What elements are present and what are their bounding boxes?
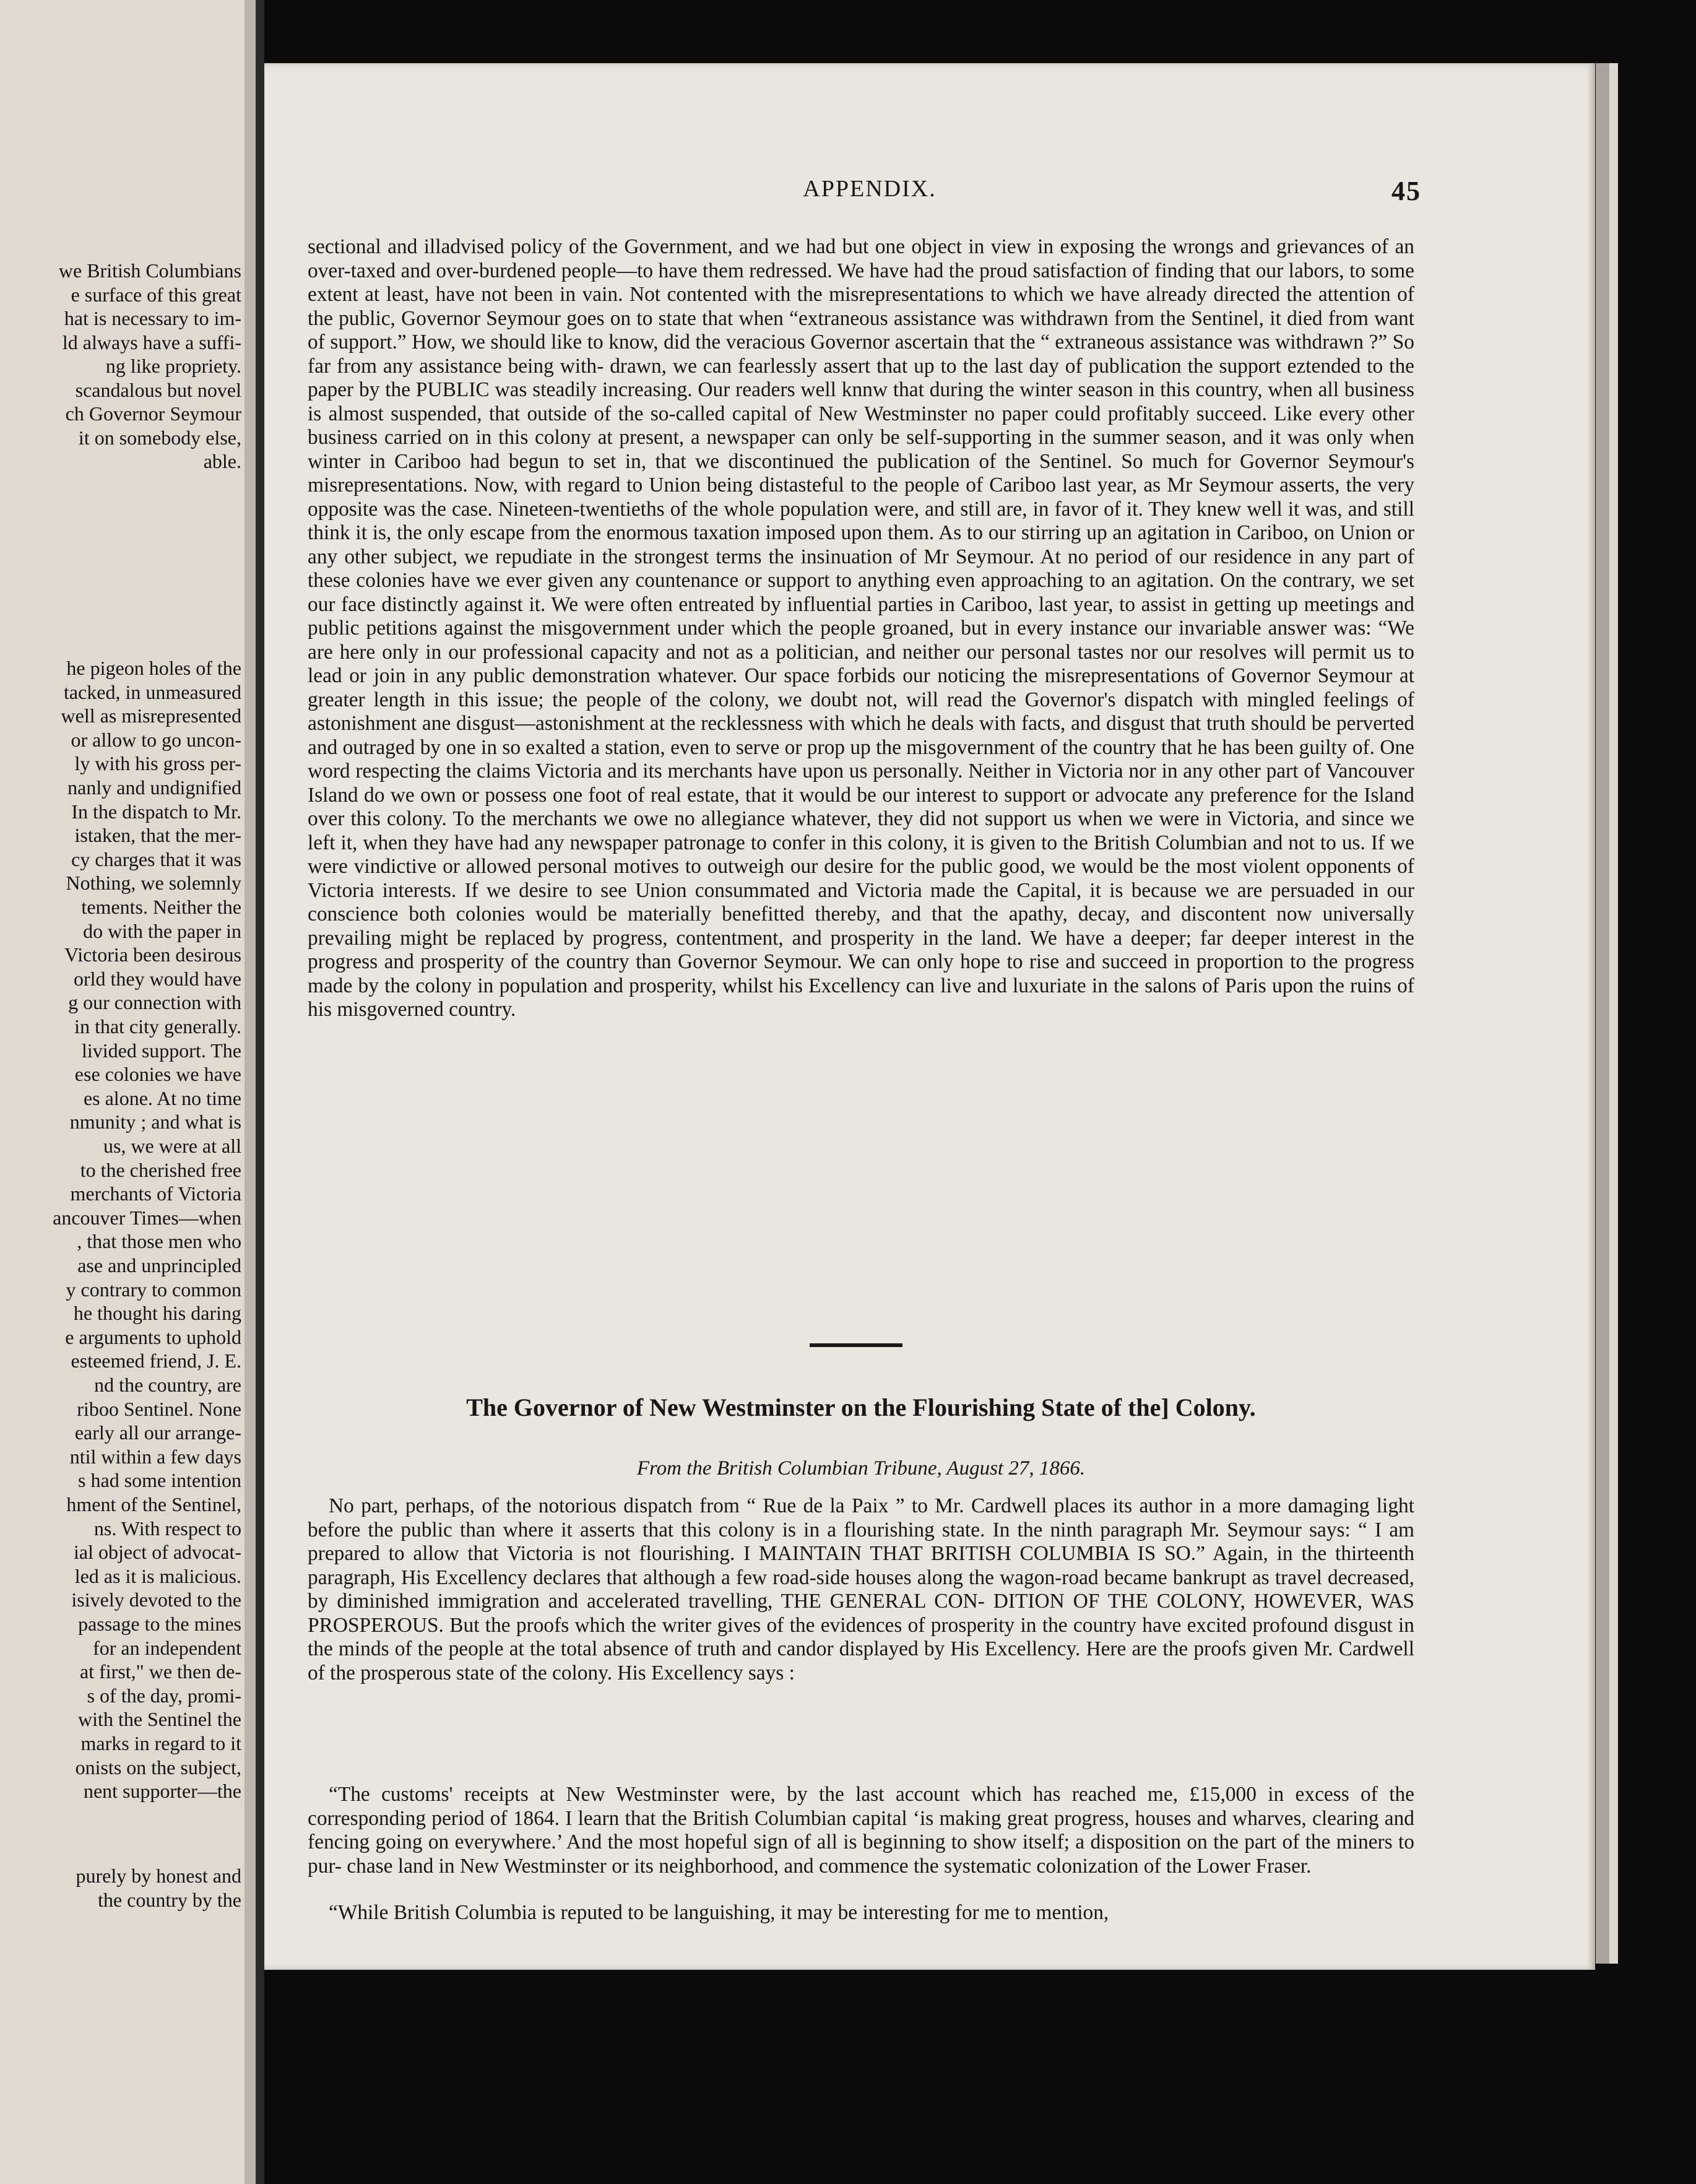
facing-page-line: Nothing, we solemnly xyxy=(66,872,241,895)
article-paragraph-1: No part, perhaps, of the notorious dispatch from “ Rue de la Paix ” to Mr. Cardwell places its author in a more damaging light before the public than where it asserts that this colony is in a flourishing state. In the ninth paragraph Mr. Seymour says: “ I am prepared to allow that Victoria is not flourishing. I MAINTAIN THAT BRITISH COLUMBIA IS SO.” Again, in the thirteenth paragraph, His Excellency declares that although a few road-side houses along the wagon-road became bankrupt as travel decreased, by diminished immigration and accelerated travelling, THE GENERAL CON- DITION OF THE COLONY, HOWEVER, WAS PROSPEROUS. But the proofs which the writer gives of the evidences of prosperity in the country have excited profound disgust in the minds of the people at the total absence of truth and candor displayed by His Excellency. Here are the proofs given Mr. Cardwell of the prosperous state of the colony. His Excellency says : xyxy=(308,1494,1414,1684)
page-number: 45 xyxy=(1391,176,1421,206)
facing-page-line: ancouver Times—when xyxy=(53,1206,241,1229)
facing-page-fragment xyxy=(0,0,244,2184)
facing-page-line: riboo Sentinel. None xyxy=(77,1397,241,1420)
facing-page-line: passage to the mines xyxy=(78,1613,241,1635)
facing-page-line: hment of the Sentinel, xyxy=(66,1493,241,1515)
facing-page-line: nd the country, are xyxy=(94,1374,241,1396)
facing-page-line: s had some intention xyxy=(78,1469,241,1492)
facing-page-line: isively devoted to the xyxy=(71,1588,241,1611)
article-title: The Governor of New Westminster on the Flourishing State of the] Colony. xyxy=(466,1393,1256,1421)
facing-page-line: ng like propriety. xyxy=(105,355,241,377)
facing-page-line: ch Governor Seymour xyxy=(65,402,241,425)
facing-page-line: nanly and undignified xyxy=(67,776,241,799)
facing-page-line: with the Sentinel the xyxy=(78,1708,241,1731)
facing-page-line: or allow to go uncon- xyxy=(71,728,241,751)
facing-page-line: ese colonies we have xyxy=(74,1063,241,1086)
facing-page-line: scandalous but novel xyxy=(75,378,241,401)
facing-page-line: In the dispatch to Mr. xyxy=(71,800,241,823)
page-edge xyxy=(1609,63,1618,1964)
facing-page-line: livided support. The xyxy=(81,1039,241,1062)
facing-page-line: e surface of this great xyxy=(71,283,241,306)
facing-page-line: onists on the subject, xyxy=(75,1756,241,1779)
facing-page-line: ntil within a few days xyxy=(69,1445,241,1468)
running-title: APPENDIX. xyxy=(803,176,937,202)
facing-page-line: y contrary to common xyxy=(66,1278,241,1301)
facing-page-line: marks in regard to it xyxy=(80,1732,241,1754)
facing-page-line: hat is necessary to im‑ xyxy=(64,307,241,329)
facing-page-line: to the cherished free xyxy=(80,1158,241,1181)
facing-page-line: , that those men who xyxy=(77,1230,241,1253)
facing-page-line: orld they would have xyxy=(73,967,241,990)
running-header xyxy=(322,175,1421,206)
facing-page-line: es alone. At no time xyxy=(83,1086,241,1109)
facing-page-line: ial object of advocat- xyxy=(74,1541,241,1564)
sentinel-reply-paragraph: sectional and illadvised policy of the Government, and we had but one object in view in exposing the wrongs and grievances of an over-taxed and over-burdened people—to have them redressed. We have had the proud satisfaction of finding that our labors, to some extent at least, have not been in vain. Not contented with the misrepresentations to which we have already directed the attention of the public, Governor Seymour goes on to state that when “extraneous assistance was withdrawn from the Sentinel, it died from want of support.” How, we should like to know, did the veracious Governor ascertain that the “ extraneous assistance was withdrawn ?” So far from any assistance being with- drawn, we can fearlessly assert that up to the last day of publication the support eztended to the paper by the PUBLIC was steadily increasing. Our readers well knnw that during the winter season in this country, when all business is almost suspended, that outside of the so-called capital of New Westminster no paper could profitably succeed. Like every other business carried on in this colony at present, a newspaper can only be self-supporting in the summer season, and it was only when winter in Cariboo had begun to set in, that we discontinued the publication of the Sentinel. So much for Governor Seymour's misrepresentations. Now, with regard to Union being distasteful to the people of Cariboo last year, as Mr Seymour asserts, the very opposite was the case. Nineteen-twentieths of the whole population were, and still are, in favor of it. They knew well it was, and still think it is, the only escape from the enormous taxation imposed upon them. As to our stirring up an agitation in Cariboo, on Union or any other subject, we repudiate in the strongest terms the insinuation of Mr Seymour. At no period of our residence in any part of these colonies have we ever given any countenance or support to anything even approaching to an agitation. On the contrary, we set our face distinctly against it. We were often entreated by influential parties in Cariboo, last year, to assist in getting up meetings and public petitions against the misgovernment under which the people groaned, but in every instance our invariable answer was: “We are here only in our professional capacity and not as a politician, and neither our personal tastes nor our resolves will permit us to lead or join in any public demonstration whatever. Our space forbids our noticing the misrepresentations of Governor Seymour at greater length in this issue; the people of the colony, we doubt not, will read the Governor's dispatch with mingled feelings of astonishment ane disgust—astonishment at the recklessness with which he deals with facts, and disgust that truth should be perverted and outraged by one in so exalted a station, even to serve or prop up the misgovernment of the country that he has been guilty of. One word respecting the claims Victoria and its merchants have upon us personally. Neither in Victoria nor in any other part of Vancouver Island do we own or possess one foot of real estate, that it would be our interest to support or advocate any preference for the Island over this colony. To the merchants we owe no allegiance whatever, they did not support us when we were in Victoria, and since we left it, when they have had any newspaper patronage to confer in this colony, it is given to the British Columbian and not to us. If we were vindictive or allowed personal motives to outweigh our desire for the public good, we would be the most violent opponents of Victoria interests. If we desire to see Union consummated and Victoria made the Capital, it is because we are persuaded in our conscience both colonies would be materially benefitted thereby, and that the apathy, decay, and discontent now universally prevailing might be replaced by progress, contentment, and prosperity in the land. We have a deeper; far deeper interest in the progress and prosperity of the country than Governor Seymour. We can only hope to rise and succeed in proportion to the progress made by the colony in population and prosperity, whilst his Excellency can live and luxuriate in the salons of Paris upon the ruins of his misgoverned country. xyxy=(308,235,1414,1021)
facing-page-line: merchants of Victoria xyxy=(70,1182,241,1205)
article-source: From the British Columbian Tribune, August 27, 1866. xyxy=(636,1457,1086,1480)
facing-page-line: istaken, that the mer- xyxy=(74,824,241,847)
facing-page-line: led as it is malicious. xyxy=(74,1564,241,1587)
facing-page-line: able. xyxy=(203,450,241,472)
facing-page-line: we British Columbians xyxy=(58,259,241,282)
section-divider xyxy=(810,1343,902,1347)
facing-page-line: at first," we then de- xyxy=(80,1660,241,1683)
facing-page-line: s of the day, promi- xyxy=(87,1684,241,1707)
facing-page-line: purely by honest and xyxy=(76,1865,241,1887)
facing-page-line: he pigeon holes of the xyxy=(66,657,241,679)
facing-page-line: it on somebody else, xyxy=(78,426,241,449)
gutter-shadow xyxy=(244,0,256,2184)
facing-page-line: e arguments to uphold xyxy=(65,1325,241,1348)
article-paragraph-3: “While British Columbia is reputed to be languishing, it may be interesting for me to mention, xyxy=(329,1901,1109,1924)
facing-page-line: Victoria been desirous xyxy=(64,943,241,966)
facing-page-line: us, we were at all xyxy=(103,1135,241,1157)
facing-page-line: ns. With respect to xyxy=(93,1517,241,1540)
facing-page-line: tacked, in unmeasured xyxy=(64,680,241,703)
facing-page-line: nmunity ; and what is xyxy=(69,1111,241,1133)
facing-page-line: esteemed friend, J. E. xyxy=(71,1350,241,1372)
facing-page-line: the country by the xyxy=(98,1889,241,1911)
facing-page-line: for an independent xyxy=(93,1636,241,1659)
facing-page-line: nent supporter—the xyxy=(83,1780,241,1803)
page-edge-shadow xyxy=(1596,63,1609,1964)
facing-page-line: g our connection with xyxy=(68,991,241,1014)
facing-page-line: ld always have a suffi‑ xyxy=(62,331,241,353)
facing-page-line: do with the paper in xyxy=(83,919,241,942)
facing-page-line: well as misrepresented xyxy=(61,704,241,727)
facing-page-line: he thought his daring xyxy=(73,1302,241,1325)
facing-page-line: cy charges that it was xyxy=(71,847,241,870)
facing-page-line: ase and unprincipled xyxy=(77,1254,241,1276)
gutter xyxy=(256,0,264,2184)
article-paragraph-2: “The customs' receipts at New Westminster were, by the last account which has reached me, £15,000 in excess of the corresponding period of 1864. I learn that the British Columbian capital ‘is making great progress, houses and wharves, clearing and fencing going on everywhere.’ And the most hopeful sign of all is beginning to show itself; a disposition on the part of the miners to pur- chase land in New Westminster or its neighborhood, and commence the systematic colonization of the Lower Fraser. xyxy=(308,1783,1414,1878)
facing-page-line: early all our arrange- xyxy=(74,1421,241,1444)
facing-page-line: in that city generally. xyxy=(74,1015,241,1038)
facing-page-line: ly with his gross per- xyxy=(74,752,241,775)
facing-page-line: tements. Neither the xyxy=(81,896,241,918)
